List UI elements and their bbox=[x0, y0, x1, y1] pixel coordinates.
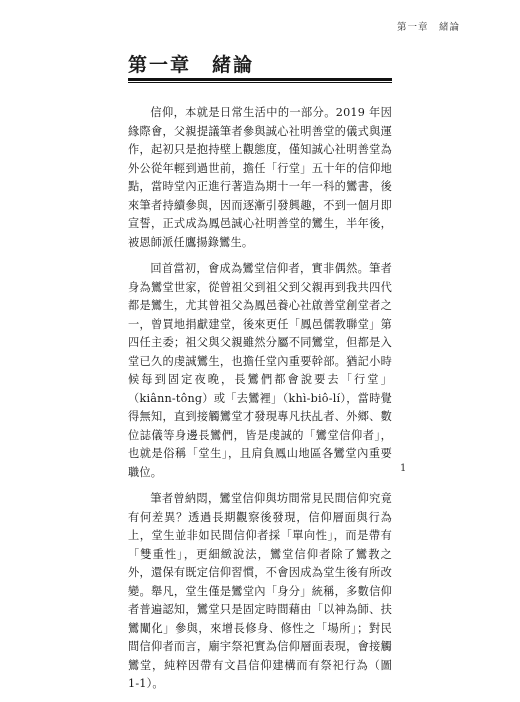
chapter-title: 第一章 緒論 bbox=[128, 54, 255, 76]
page-number: 1 bbox=[400, 463, 407, 474]
paragraph: 筆者曾納悶，鸞堂信仰與坊間常見民間信仰究竟有何差異？透過長期觀察後發現，信仰層面與行為上，堂生並非如民間信仰者採「單向性」，而是帶有「雙重性」，更細緻說法，鸞堂信仰者除了鸞教之外，還保有既定信仰習慣，不會因成為堂生後有所改變。舉凡，堂生僅是鸞堂內「身分」統稱，多數信仰者普遍認知，鸞堂只是固定時間藉由「以神為師、扶鸞闡化」參與，來增長修身、修性之「場所」；對民間信仰者而言，廟宇祭祀實為信仰層面表現，會接觸鸞堂，純粹因帶有文昌信仰建構而有祭祀行為（圖 1-1）。 bbox=[128, 492, 392, 690]
paragraph: 回首當初，會成為鸞堂信仰者，實非偶然。筆者身為鸞堂世家，從曾祖父到祖父到父親再到我共四代都是鸞生，尤其曾祖父為鳳邑養心社啟善堂創堂者之一，曾買地捐獻建堂，後來更任「鳳邑儒教聯堂」第四任主委；祖父與父親雖然分屬不同鸞堂，但都是入堂已久的虔誠鸞生，也擔任堂內重要幹部。猶記小時候每到固定夜晚，長鸞們都會說要去「行堂」（kiânn-tông）或「去鸞裡」（khì-biô-lí），當時覺得無知，直到接觸鸞堂才發現專凡扶乩者、外鄉、數位誌儀等身邊長鸞們，皆是虔誠的「鸞堂信仰者」，也就是俗稱「堂生」，且肩負鳳山地區各鸞堂內重要職位。 bbox=[128, 262, 392, 479]
title-rule-thick bbox=[128, 78, 392, 81]
title-rule-thin bbox=[128, 82, 392, 83]
paragraph: 信仰，本就是日常生活中的一部分。2019 年因緣際會，父親提議筆者參與誠心社明善堂的儀式與運作，起初只是抱持壁上觀態度，僅知誠心社明善堂為外公從年輕到過世前，擔任「行堂」五十年的信仰地點，當時堂內正進行著造為期十一年一科的鸞書，後來筆者持續參與，因而逐漸引發興趣，不到一個月即宣誓，正式成為鳳邑誠心社明善堂的鸞生，半年後，被恩師派任鷹揚錄鸞生。 bbox=[128, 106, 392, 249]
body-text bbox=[128, 104, 392, 702]
running-header: 第一章 緒論 bbox=[396, 22, 460, 33]
